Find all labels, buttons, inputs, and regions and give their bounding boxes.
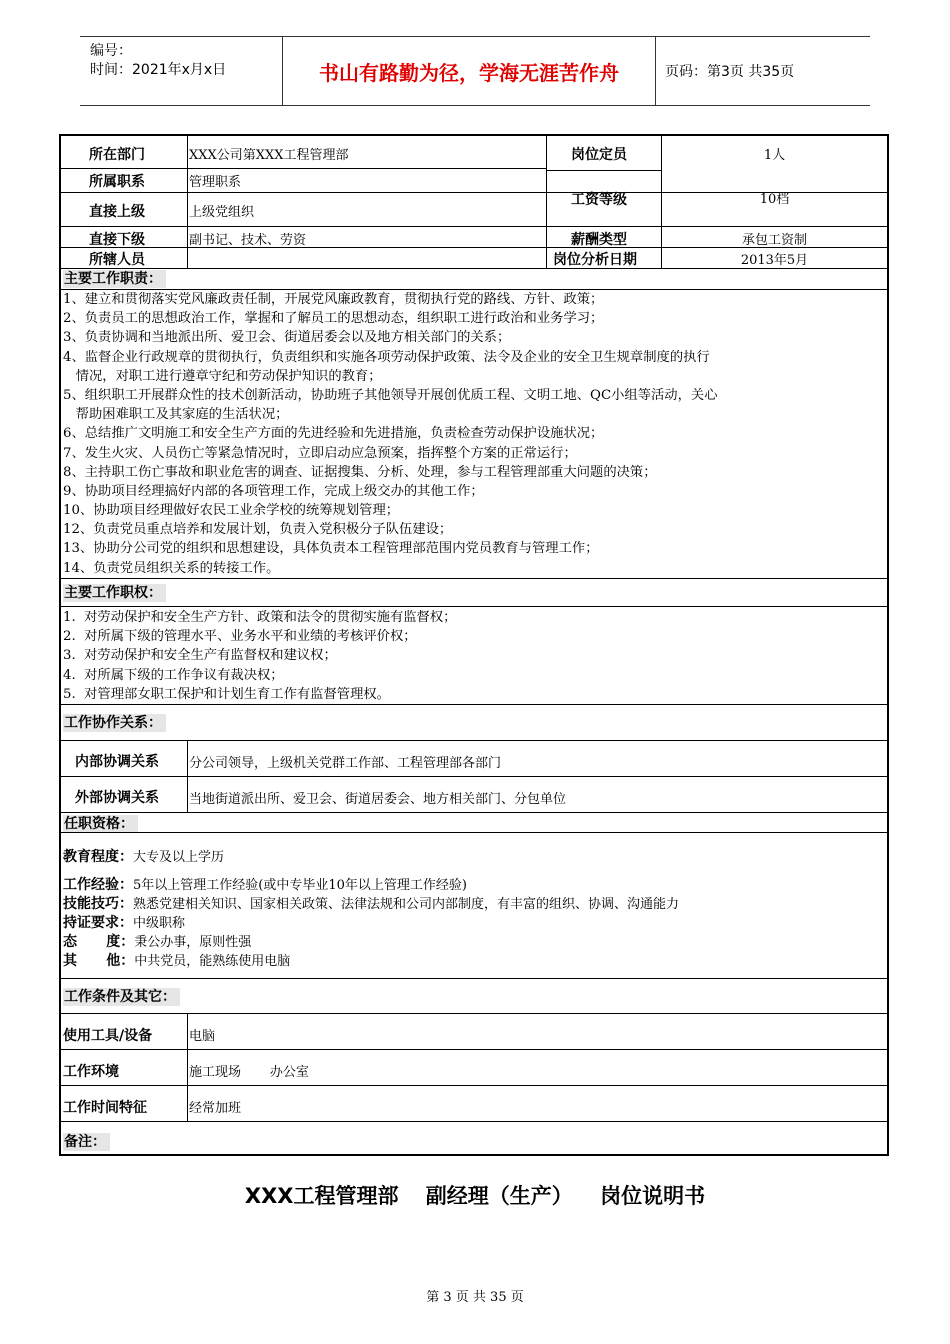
superior-value: 上级党组织 <box>189 205 255 220</box>
other-value: 中共党员，能熟练使用电脑 <box>134 954 291 969</box>
list-item: 2、负责员工的思想政治工作，掌握和了解员工的思想动态，组织职工进行政治和业务学习； <box>63 311 604 327</box>
system-label: 所属职系 <box>89 174 145 190</box>
list-item: 1. 对劳动保护和安全生产方针、政策和法令的贯彻实施有监督权； <box>63 610 457 625</box>
document-title-type: 岗位说明书 <box>600 1184 706 1208</box>
list-item: 2. 对所属下级的管理水平、业务水平和业绩的考核评价权； <box>63 629 417 645</box>
tools-value: 电脑 <box>189 1029 216 1044</box>
other-label: 其 他： <box>63 953 135 969</box>
list-item: 3、负责协调和当地派出所、爱卫会、街道居委会以及地方相关部门的关系； <box>63 330 511 346</box>
conditions-title: 工作条件及其它： <box>63 988 180 1006</box>
list-item: 10、协助项目经理做好农民工业余学校的统筹规划管理； <box>63 503 400 519</box>
tools-label: 使用工具/设备 <box>63 1028 153 1044</box>
document-title <box>0 1180 950 1210</box>
education-label: 教育程度： <box>63 849 133 865</box>
list-item: 7、发生火灾、人员伤亡等紧急情况时，立即启动应急预案，指挥整个方案的正常运行； <box>63 445 577 461</box>
pay-label: 薪酬类型 <box>571 232 627 248</box>
pay-value: 承包工资制 <box>741 233 807 248</box>
dept-label: 所在部门 <box>89 147 145 163</box>
qualification-title: 任职资格： <box>63 815 138 833</box>
grade-label: 工资等级 <box>571 192 627 208</box>
page-header <box>80 36 870 106</box>
staff-label: 所辖人员 <box>89 252 145 268</box>
duties-list <box>63 290 718 578</box>
page-footer: 第 3 页 共 35 页 <box>426 1290 524 1305</box>
education-value: 大专及以上学历 <box>133 850 225 865</box>
subordinate-label: 直接下级 <box>89 232 145 248</box>
analysis-date-value: 2013年5月 <box>740 253 809 268</box>
external-coordination-value: 当地街道派出所、爱卫会、街道居委会、地方相关部门、分包单位 <box>189 792 567 807</box>
list-item: 12、负责党员重点培养和发展计划，负责入党积极分子队伍建设； <box>63 522 453 538</box>
education-row <box>63 846 224 866</box>
duties-title: 主要工作职责： <box>63 270 166 288</box>
list-item: 帮助困难职工及其家庭的生活状况； <box>63 407 289 423</box>
certificate-value: 中级职称 <box>133 916 186 931</box>
external-coordination-label: 外部协调关系 <box>75 790 159 806</box>
grade-value: 10档 <box>759 192 790 207</box>
powers-list <box>63 608 456 704</box>
list-item: 5. 对管理部女职工保护和计划生育工作有监督管理权。 <box>63 686 390 702</box>
list-item: 4、监督企业行政规章的贯彻执行，负责组织和实施各项劳动保护政策、法令及企业的安全卫生规章制度的执行 <box>63 349 710 365</box>
list-item: 4. 对所属下级的工作争议有裁决权； <box>63 667 284 683</box>
list-item: 8、主持职工伤亡事故和职业危害的调查、证据搜集、分析、处理，参与工程管理部重大问题的决策； <box>63 464 657 480</box>
list-item: 1、建立和贯彻落实党风廉政责任制，开展党风廉政教育，贯彻执行党的路线、方针、政策； <box>63 292 604 307</box>
skill-row <box>63 893 679 913</box>
internal-coordination-value: 分公司领导，上级机关党群工作部、工程管理部各部门 <box>189 756 502 771</box>
list-item: 9、协助项目经理搞好内部的各项管理工作，完成上级交办的其他工作； <box>63 483 484 499</box>
cooperation-title: 工作协作关系： <box>63 714 166 732</box>
header-meta <box>80 37 282 105</box>
attitude-label: 态 度： <box>63 934 135 950</box>
list-item: 情况，对职工进行遵章守纪和劳动保护知识的教育； <box>63 368 382 384</box>
work-time-value: 经常加班 <box>189 1101 242 1116</box>
certificate-label: 持证要求： <box>63 915 133 931</box>
quota-value: 1人 <box>763 148 786 163</box>
internal-coordination-label: 内部协调关系 <box>75 754 159 770</box>
subordinate-value: 副书记、技术、劳资 <box>189 233 307 248</box>
dept-value: XXX公司第XXX工程管理部 <box>189 148 349 163</box>
document-title-dept: XXX工程管理部 <box>244 1184 399 1208</box>
work-time-label: 工作时间特征 <box>63 1100 147 1116</box>
quota-label: 岗位定员 <box>571 147 627 163</box>
list-item: 14、负责党员组织关系的转接工作。 <box>63 560 280 576</box>
motto: 书山有路勤为径，学海无涯苦作舟 <box>282 37 656 105</box>
page-info: 页码：第3页 共35页 <box>665 64 795 80</box>
superior-label: 直接上级 <box>89 204 145 220</box>
number-label: 编号： <box>90 43 132 59</box>
other-row <box>63 950 290 970</box>
notes-label: 备注： <box>63 1133 110 1151</box>
system-value: 管理职系 <box>189 175 242 190</box>
experience-row <box>63 874 467 894</box>
attitude-row <box>63 931 251 951</box>
list-item: 3. 对劳动保护和安全生产有监督权和建议权； <box>63 648 337 664</box>
document-title-position: 副经理（生产） <box>425 1184 573 1208</box>
list-item: 6、总结推广文明施工和安全生产方面的先进经验和先进措施，负责检查劳动保护设施状况； <box>63 426 604 442</box>
skill-value: 熟悉党建相关知识、国家相关政策、法律法规和公司内部制度，有丰富的组织、协调、沟通能力 <box>133 897 680 912</box>
time-label: 时间：2021年x月x日 <box>90 62 227 78</box>
experience-label: 工作经验： <box>63 877 133 893</box>
analysis-date-label: 岗位分析日期 <box>553 252 637 268</box>
list-item: 13、协助分公司党的组织和思想建设，具体负责本工程管理部范围内党员教育与管理工作； <box>63 541 599 557</box>
attitude-value: 秉公办事，原则性强 <box>134 935 252 950</box>
skill-label: 技能技巧： <box>63 896 133 912</box>
job-description-form <box>59 134 889 1156</box>
environment-value: 施工现场 办公室 <box>189 1065 309 1080</box>
certificate-row <box>63 912 185 932</box>
experience-value: 5年以上管理工作经验(或中专毕业10年以上管理工作经验) <box>133 878 467 893</box>
environment-label: 工作环境 <box>63 1064 119 1080</box>
list-item: 5、组织职工开展群众性的技术创新活动，协助班子其他领导开展创优质工程、文明工地、QC小组等活动，关心 <box>63 387 718 403</box>
powers-title: 主要工作职权： <box>63 584 166 602</box>
